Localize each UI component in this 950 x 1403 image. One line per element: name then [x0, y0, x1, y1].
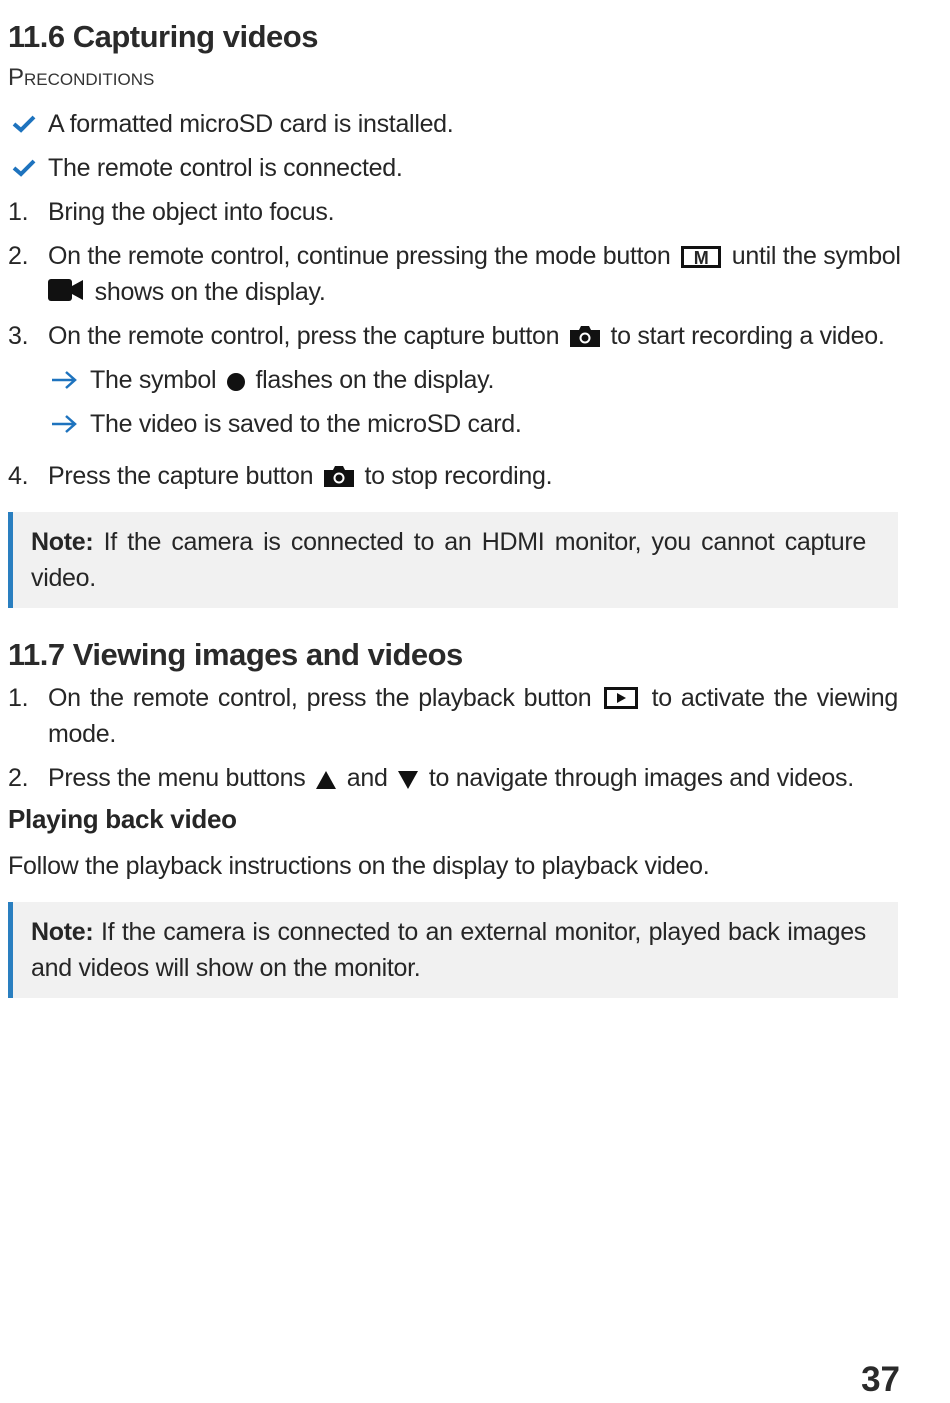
result-text-part: The symbol	[90, 366, 223, 394]
step-text: mode.	[48, 720, 116, 748]
step-text-part: to stop recording.	[357, 462, 553, 490]
step-text	[48, 318, 884, 354]
step-number: 4.	[8, 462, 29, 490]
check-icon	[12, 115, 36, 133]
note-label: Note:	[31, 528, 94, 556]
subheading-playing-back: Playing back video	[8, 804, 237, 834]
preconditions-label: Preconditions	[8, 64, 155, 91]
video-camera-icon	[48, 277, 84, 303]
step-text-part: On the remote control, press the playback button	[48, 684, 601, 712]
note-box	[8, 512, 898, 608]
camera-icon	[324, 465, 354, 487]
precondition-text: The remote control is connected.	[48, 154, 403, 182]
result-text-part: flashes on the display.	[248, 366, 495, 394]
step-text	[48, 238, 901, 274]
precondition-text: A formatted microSD card is installed.	[48, 110, 454, 138]
step-text	[48, 274, 326, 310]
page-number: 37	[861, 1360, 900, 1399]
step-text-part: On the remote control, continue pressing the mode button	[48, 242, 678, 270]
playback-icon	[604, 687, 638, 709]
step-number: 2.	[8, 242, 29, 270]
triangle-down-icon	[398, 771, 418, 789]
paragraph: Follow the playback instructions on the display to playback video.	[8, 852, 710, 880]
step-text-part: Press the menu buttons	[48, 764, 313, 792]
section-title-capturing-videos: 11.6 Capturing videos	[8, 19, 318, 54]
mode-button-icon: M	[681, 246, 721, 268]
note-text: If the camera is connected to an HDMI monitor, you cannot capture video.	[31, 528, 866, 592]
step-text-part: until the symbol	[725, 242, 901, 270]
note-label: Note:	[31, 918, 94, 946]
record-dot-icon	[227, 373, 245, 391]
arrow-right-icon	[50, 414, 78, 434]
step-text-part: to start recording a video.	[603, 322, 885, 350]
step-number: 1.	[8, 198, 29, 226]
triangle-up-icon	[316, 771, 336, 789]
step-text	[48, 680, 898, 716]
camera-icon	[570, 325, 600, 347]
check-icon	[12, 159, 36, 177]
section-title-viewing: 11.7 Viewing images and videos	[8, 637, 463, 672]
step-text: Bring the object into focus.	[48, 198, 335, 226]
step-number: 1.	[8, 684, 29, 712]
step-text	[48, 760, 854, 796]
step-text-part: On the remote control, press the capture button	[48, 322, 566, 350]
step-text-part: shows on the display.	[88, 278, 326, 306]
step-text-part: to navigate through images and videos.	[422, 764, 854, 792]
step-number: 3.	[8, 322, 29, 350]
step-text-part: and	[346, 764, 395, 792]
result-text	[90, 362, 494, 398]
arrow-right-icon	[50, 370, 78, 390]
note-box	[8, 902, 898, 998]
step-text-part: to activate the viewing	[651, 684, 898, 712]
step-text	[48, 458, 552, 494]
step-text-part: Press the capture button	[48, 462, 320, 490]
result-text: The video is saved to the microSD card.	[90, 410, 522, 438]
note-text: If the camera is connected to an external monitor, played back images and videos will show on the monitor.	[31, 918, 866, 982]
step-number: 2.	[8, 764, 29, 792]
